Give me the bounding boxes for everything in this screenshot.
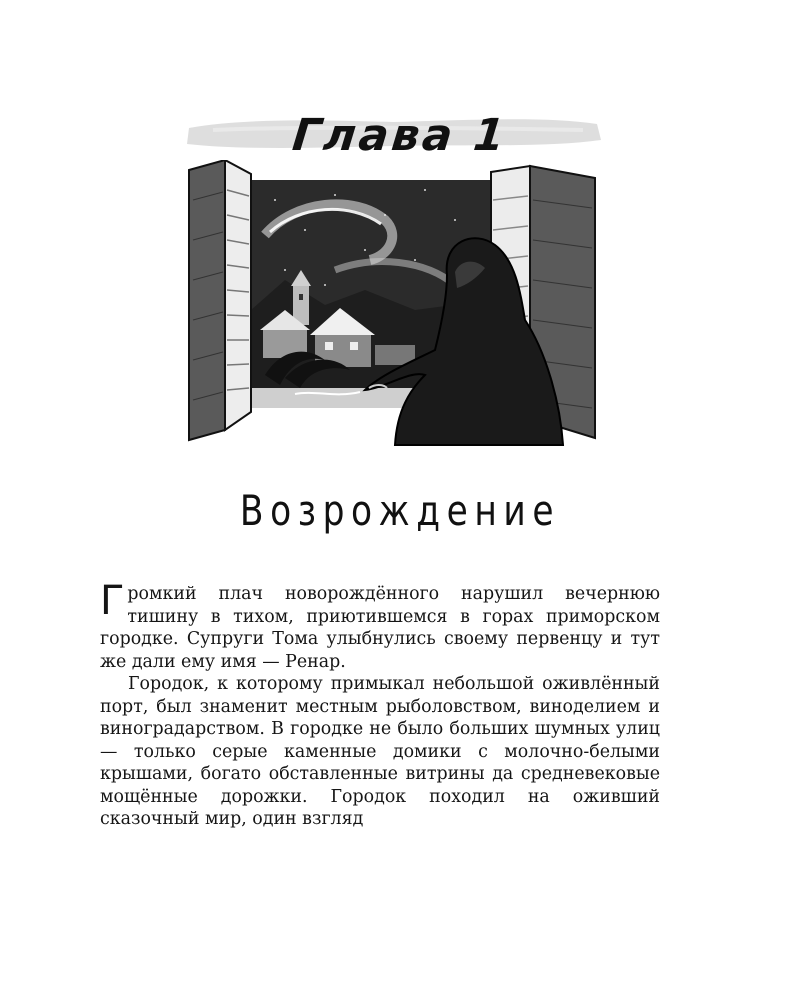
drop-cap: Г [100,578,125,624]
paragraph-2: Городок, к которому примыкал небольшой оживлённый порт, был знаменит местным рыболовством, виноделием и виноградарством. В городке не было больших шумных улиц — только серые каменные домики с молочно-белыми крышами, богато обставленные витрины да средневековые мощённые дорожки. Городок походил на оживший сказочный мир, один взгляд [100,674,660,829]
chapter-title: Возрождение [239,486,561,535]
paragraph-1-text: ромкий плач новорождённого нарушил вечернюю тишину в тихом, приютившемся в горах приморском городке. Супруги Тома улыбнулись своему первенцу и тут же дали ему имя — Ренар. [100,584,660,672]
chapter-number: Глава 1 [290,110,510,161]
paragraph-1 [100,578,660,673]
body-text [100,578,660,831]
window-aurora-illustration [185,160,605,450]
